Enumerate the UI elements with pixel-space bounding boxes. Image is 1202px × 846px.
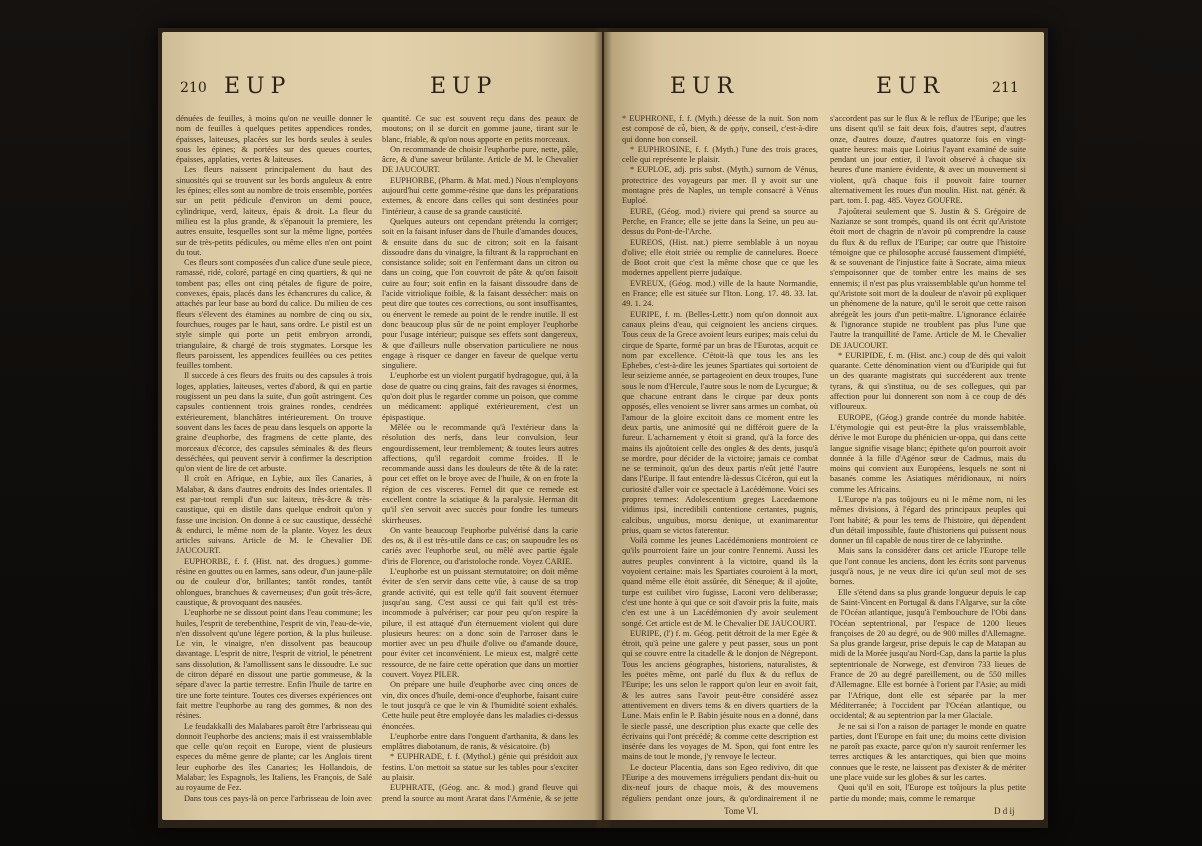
paragraph: L'euphorbe est un violent purgatif hydragogue, qui, à la dose de quatre ou cinq grains, fait des ravages si énormes, qu'on doit plus le regarder comme un poison, que comme un médicament: appliqué extérieurement, c'est un épispastique. — [382, 371, 578, 422]
paragraph: L'euphorbe entre dans l'onguent d'arthanita, & dans les emplâtres diabotanum, de ranis, & vésicatoire. (b) — [382, 731, 578, 752]
paragraph: J'ajoûterai seulement que S. Justin & S. Grégoire de Nazianze se sont trompés, quand ils ont écrit qu'Aristote étoit mort de chagrin de n'avoir pû comprendre la cause du flux & du reflux de l'Euripe; car outre que l'histoire témoigne que ce philosophe accusé faussement d'impiété, & se souvenant de l'injustice faite à Socrate, aima mieux s'empoisonner que de tomber entre les mains de ses ennemis; il n'est pas plus vraissemblable qu'un homme tel qu'Aristote soit mort de la douleur de n'avoir pû expliquer un phénomene de la nature, qu'il le seroit que cette raison abrégeât les jours d'un petit-maître. L'ignorance éclairée & l'ignorance stupide ne troublent pas plus l'une que l'autre la tranquillité de l'ame. Article de M. le Chevalier DE JAUCOURT. — [830, 206, 1026, 350]
paragraph: s'accordent pas sur le flux & le reflux de l'Euripe; que les uns disent qu'il se fait deux fois, d'autres sept, d'autres onze, d'autres douze, d'autres quatorze fois en vingt-quatre heures: mais que Loirius l'ayant examiné de suite pendant un jour entier, il l'avoit observé à chaque six heures d'une maniere évidente, & avec un mouvement si violent, qu'à chaque fois il pouvoit faire tourner alternativement les roues d'un moulin. Hist. nat. génér. & part. tom. I. pag. 485. Voyez GOUFRE. — [830, 114, 1026, 206]
open-book-spread — [158, 28, 1048, 828]
right-column-1 — [622, 114, 818, 804]
paragraph: * EUPLOE, adj. pris subst. (Myth.) surnom de Vénus, protectrice des voyageurs par mer. Il y avoit sur une montagne près de Naples, un temple consacré à Vénus Euploé. — [622, 165, 818, 206]
left-running-head — [180, 74, 580, 102]
paragraph: Je ne sai si l'on a raison de partager le monde en quatre parties, dont l'Europe en fait une; du moins cette division ne paroît pas exacte, parce qu'on n'y sauroit renfermer les terres arctiques & les antarctiques, qui bien que moins connues que le reste, ne laissent pas d'exister & de mériter une place vuide sur les globes & sur les cartes. — [830, 721, 1026, 782]
paragraph: EURIPE, f. m. (Belles-Lettr.) nom qu'on donnoit aux canaux pleins d'eau, qui ceignoient les anciens cirques. Tous ceux de la Grece avoient leurs euripes; mais celui du cirque de Sparte, formé par un bras de l'Eurotas, acquit ce nom par excellence. C'étoit-là que tous les ans les Ephebes, c'est-à-dire les jeunes Spartiates qui sortoient de leur seizieme année, se partageoient en deux troupes, l'une sous le nom d'Hercule, l'autre sous le nom de Lycurgue; & que chacune entrant dans le cirque par deux ponts opposés, elles venoient se livrer sans armes un combat, où l'amour de la gloire excitoit dans ce moment entre les deux partis, une animosité qui ne différoit guere de la fureur. L'acharnement y étoit si grand, qu'à la force des mains ils ajoûtoient celle des ongles & des dents, jusqu'à se mordre, pour décider de la victoire; jamais ce combat ne se terminoit, qu'un des deux partis n'eût jetté l'autre dans l'Euripe. Il faut entendre là-dessus Cicéron, qui eut la curiosité d'aller voir ce spectacle à Lacédémone. Voici ses propres termes: Adolescentium greges Lacedaemone vidimus ipsi, incredibili contentione certantes, pugnis, calcibus, unguibus, morsu denique, ut exanimarentur prius, quam se victos faterentur. — [622, 309, 818, 535]
volume-footer: Tome VI. — [724, 806, 759, 816]
page-number-right: 211 — [992, 80, 1019, 96]
right-page-text — [622, 114, 1026, 804]
paragraph: Dans tous ces pays-là on perce l'arbrisseau de loin avec — [184, 793, 372, 803]
running-head-right-b: EUR — [876, 74, 946, 99]
paragraph: EUPHORBE, f. f. (Hist. nat. des drogues.) gomme-résine en gouttes ou en larmes, sans odeur, d'un jaune-pâle ou de couleur d'or, brillantes; tantôt rondes, tantôt oblongues, branchues & caverneuses; d'un goût très-âcre, caustique, & provoquant des nausées. — [176, 556, 372, 607]
paragraph: Voilà comme les jeunes Lacédémoniens montroient ce qu'ils pourroient faire un jour contre l'ennemi. Aussi les autres peuples convinrent à la victoire, quand ils la voyoient certaine: mais les Spartiates couroient à la mort, quand même elle étoit assûrée, dit Séneque; & il ajoûte, turpe est cuilibet viro fugisse, Laconi vero deliberasse; c'est une honte à qui que ce soit d'avoir pris la fuite, mais c'en est une à un Lacédémonien d'y avoir seulement songé. Cet article est de M. le Chevalier DE JAUCOURT. — [622, 536, 818, 628]
right-running-head — [630, 74, 1030, 102]
paragraph: Le docteur Placentia, dans son Egeo redivivo, dit que l'Euripe a des mouvemens irréguliers pendant dix-huit ou dix-neuf jours de chaque mois, & des mouvemens réguliers pendant onze jours, & qu'ordinairement il ne — [622, 762, 818, 803]
left-page — [162, 32, 602, 820]
paragraph: On vante beaucoup l'euphorbe pulvérisé dans la carie des os, & il est très-utile dans ce cas; on saupoudre les os cariés avec l'euphorbe seul, ou mêlé avec partie égale d'iris de Florence, ou d'aristoloche ronde. Voyez CARIE. — [382, 525, 578, 566]
paragraph: Ces fleurs sont composées d'un calice d'une seule piece, ramassé, ridé, coloré, partagé en cinq quartiers, & qui ne tombent pas; elles ont cinq pétales de figure de poire, convexes, épais, placés dans les échancrures du calice, & attachés par leur base au bord du calice. Du milieu de ces fleurs s'élevent des étamines au nombre de cinq ou six, fourchues, rouges par le haut, sans ordre. Le pistil est un style simple qui porte un petit embryon arrondi, triangulaire, & chargé de trois stygmates. Lorsque les fleurs paroissent, les appendices feuillées ou ces petites feuilles tombent. — [176, 258, 372, 371]
paragraph: dénuées de feuilles, à moins qu'on ne veuille donner le nom de feuilles à quelques petites appendices rondes, épaisses, laiteuses, placées sur les bords seules à seules sous les épines; & portées sur des queues courtes, épaisses, applaties, vertes & laiteuses. — [176, 114, 372, 165]
paragraph: EUPHORBE, (Pharm. & Mat. med.) Nous n'employons aujourd'hui cette gomme-résine que dans les préparations externes, & encore dans celles qui sont destinées pour l'intérieur, à cause de sa grande causticité. — [382, 175, 578, 216]
paragraph: Le feudakkalli des Malabares paroît être l'arbrisseau qui donnoit l'euphorbe des anciens; mais il est vraissemblable que celle qu'on reçoit en Europe, vient de plusieurs especes du même genre de plante; car les Anglois tirent leur euphorbe des îles Canaries; les Hollandois, de Malabar; les Espagnols, les Italiens, les François, de Salé au royaume de Fez. — [176, 721, 372, 793]
right-column-2 — [830, 114, 1026, 804]
left-page-text — [176, 114, 580, 804]
left-column-1 — [176, 114, 372, 804]
signature-mark: D d ij — [994, 806, 1015, 816]
paragraph: L'euphorbe est un puissant sternutatoire; on doit même éviter de s'en servir dans cette vûe, à cause de sa trop grande activité, qui est telle qu'il fait souvent éternuer jusqu'au sang. C'est aussi ce qui fait qu'il est très-incommode à pulvériser; car pour peu qu'on respire la pilure, il est attaqué d'un éternuement violent qui dure plusieurs heures: on a donc soin de l'arroser dans le mortier avec un peu d'huile d'olive ou d'amande douce, pour éviter cet inconvénient. Le mieux est, malgré cette ressource, de ne faire cette opération que dans un mortier couvert. Voyez PILER. — [382, 567, 578, 680]
paragraph: Quelques auteurs ont cependant prétendu la corriger; soit en la faisant infuser dans de l'huile d'amandes douces, & ensuite dans du suc de citron; soit en la faisant dissoudre dans du vinaigre, la filtrant & la rapprochant en consistance solide; soit en l'enfermant dans un citron ou dans un coing, que l'on couvroit de pâte & qu'on faisoit cuire au four; soit enfin en la faisant dissoudre dans de l'acide vitriolique foible, & la faisant dessécher: mais on peut dire que toutes ces corrections, ou sont insuffisantes, ou énervent le remede au point de le rendre inutile. Il est donc beaucoup plus sûr de ne point employer l'euphorbe pour l'usage intérieur; puisque ses effets sont dangereux, & que d'ailleurs nulle observation particuliere ne nous engage à risquer ce danger en faveur de quelque vertu singuliere. — [382, 216, 578, 371]
paragraph: * EUPHRONE, f. f. (Myth.) déesse de la nuit. Son nom est composé de εὖ, bien, & de φρὴν, conseil, c'est-à-dire qui donne bon conseil. — [622, 114, 818, 144]
paragraph: Quoi qu'il en soit, l'Europe est toûjours la plus petite partie du monde; mais, comme le remarque — [830, 783, 1026, 803]
paragraph: On recommande de choisir l'euphorbe pure, nette, pâle, âcre, & d'une saveur brûlante. Article de M. le Chevalier DE JAUCOURT. — [382, 144, 578, 175]
paragraph: Mais sans la considérer dans cet article l'Europe telle que l'ont connue les anciens, dont les écrits sont parvenus jusqu'à nous, je ne veux dire ici qu'un seul mot de ses bornes. — [830, 546, 1026, 587]
paragraph: * EUPHROSINE, f. f. (Myth.) l'une des trois graces, celle qui représente le plaisir. — [622, 144, 818, 165]
left-column-2 — [382, 114, 578, 804]
paragraph: EUREOS, (Hist. nat.) pierre semblable à un noyau d'olive; elle étoit striée ou remplie de cannelures. Boece de Boot croit que c'est la même chose que ce que les modernes appellent pierre judaïque. — [622, 237, 818, 278]
paragraph: * EURIPIDE, f. m. (Hist. anc.) coup de dés qui valoit quarante. Cette dénomination vient ou d'Euripide qui fut un des quarante magistrats qui succéderent aux trente tyrans, & qui s'institua, ou de ses collegues, qui par affection pour lui donnerent son nom à ce coup de dés vifloureux. — [830, 350, 1026, 412]
paragraph: On prépare une huile d'euphorbe avec cinq onces de vin, dix onces d'huile, demi-once d'euphorbe, faisant cuire le tout jusqu'à ce que le vin & l'humidité soient exhalés. Cette huile peut être employée dans les maladies ci-dessus énoncées. — [382, 680, 578, 731]
book-gutter — [594, 28, 612, 828]
running-head-left-a: EUP — [224, 74, 292, 99]
page-number-left: 210 — [180, 80, 207, 96]
paragraph: Elle s'étend dans sa plus grande longueur depuis le cap de Saint-Vincent en Portugal & dans l'Algarve, sur la côte de l'Océan atlantique, jusqu'à l'embouchure de l'Obi dans l'Océan septentrional, par l'espace de 1200 lieues françoises de 20 au degré, ou de 900 milles d'Allemagne. Sa plus grande largeur, prise depuis le cap de Matapan au midi de la Morée jusqu'au Nord-Cap, dans la partie la plus septentrionale de Norwege, est d'environ 733 lieues de France de 20 au degré pareillement, ou de 550 milles d'Allemagne. Elle est bornée à l'orient par l'Asie; au midi par l'Afrique, dont elle est séparée par la mer Méditerranée; à l'occident par l'Océan atlantique, ou occidental; & au septentrion par la mer Glaciale. — [830, 587, 1026, 721]
paragraph: quantité. Ce suc est souvent reçu dans des peaux de moutons; on il se durcit en gomme jaune, tirant sur le blanc, friable, & qu'on nous apporte en petits morceaux. — [382, 114, 578, 144]
paragraph: EVREUX, (Géog. mod.) ville de la haute Normandie, en France; elle est située sur l'Iton. Long. 17. 48. 33. lat. 49. 1. 24. — [622, 278, 818, 309]
paragraph: Mêlée ou le recommande qu'à l'extérieur dans la résolution des nerfs, dans leur convulsion, leur engourdissement, leur tremblement; & toutes leurs autres affections, qu'il regardoit comme froides. Il le recommande aussi dans les douleurs de tête & de la rate: pour cet effet on le broye avec de l'huile, & on en frote la région de ces visceres. Fernel dit que ce remede est excellent contre la sciatique & la paralysie. Herman dit qu'il s'en servoit avec succès pour fondre les tumeurs skirrheuses. — [382, 422, 578, 525]
paragraph: Les fleurs naissent principalement du haut des sinuosités qui se trouvent sur les bords anguleux & entre les épines; elles sont au nombre de trois ensemble, portées sur un petit pédicule d'environ un demi pouce, cylindrique, verd, laiteux, épais & droit. La fleur du milieu est la plus grande, & s'épanouit la premiere, les autres ensuite, lesquelles sont sur la même ligne, portées sur de très-petits pédicules, ou même elles n'en ont point du tout. — [176, 165, 372, 257]
paragraph: Il croît en Afrique, en Lybie, aux îles Canaries, à Malabar, & dans d'autres endroits des Indes orientales. Il est par-tout rempli d'un suc laiteux, très-âcre & très-caustique, qui en distile dans quelque endroit qu'on y fasse une incision. On donne à ce suc caustique, desséché & endurci, le même nom de la plante. Voyez les deux articles suivans. Article de M. le Chevalier DE JAUCOURT. — [176, 474, 372, 556]
paragraph: Il succede à ces fleurs des fruits ou des capsules à trois loges, applaties, laiteuses, vertes d'abord, & qui en partie rougissent un peu dans la suite, d'un goût astringent. Ces capsules contiennent trois graines rondes, cendrées extérieurement, blanchâtres intérieurement. On trouve souvent dans les faces de peau dans lesquels on apporte la graine d'euphorbe, des fragmens de cette plante, des morceaux d'écorce, des capsules séminales & des fleurs desséchées, qui peuvent servir à confirmer la description qu'on vient de lire de cet arbuste. — [176, 371, 372, 474]
paragraph: EUPHRATE, (Géog. anc. & mod.) grand fleuve qui prend la source au mont Ararat dans l'Arménie, & se jette — [382, 783, 578, 803]
paragraph: L'euphorbe ne se dissout point dans l'eau commune; les huiles, l'esprit de terebenthine, l'esprit de vin, l'eau-de-vie, n'en dissolvent qu'une légere portion, & la plus huileuse. Le vin, le vinaigre, n'en dissolvent pas beaucoup davantage. L'esprit de nitre, l'esprit de vitriol, le pénetrent sans dissolution, & l'amollissent sans le dissoudre. Le suc de citron déparé en dissout une partie gommeuse, & la sépare d'avec la partie terrestre. Enfin l'huile de tartre en tire une forte teinture. Toutes ces diverses expériences ont fait mettre l'euphorbe au rang des gommes, & non des résines. — [176, 608, 372, 721]
paragraph: EURE, (Géog. mod.) riviere qui prend sa source au Perche, en France; elle se jette dans la Seine, un peu au-dessus du Pont-de-l'Arche. — [622, 206, 818, 237]
paragraph: L'Europe n'a pas toûjours eu ni le même nom, ni les mêmes divisions, à l'égard des principaux peuples qui l'ont habité; & pour les tems de l'histoire, qui dépendent d'un détail impossible, faute d'historiens qui puissent nous donner un fil capable de nous tirer de ce labyrinthe. — [830, 494, 1026, 546]
running-head-left-b: EUP — [430, 74, 498, 99]
paragraph: * EUPHRADE, f. f. (Mythol.) génie qui présidoit aux festins. L'on mettoit sa statue sur les tables pour s'exciter au plaisir. — [382, 752, 578, 782]
paragraph: EUROPE, (Géog.) grande contrée du monde habitée. L'étymologie qui est peut-être la plus vraissemblable, dérive le mot Europe du phénicien ur-oppa, qui dans cette langue signifie visage blanc; épithete qu'on pourroit avoir donnée à la fille d'Agénor sœur de Cadmus, mais du moins qui convient aux Européens, lesquels ne sont ni basanés comme les Asiatiques méridionaux, ni noirs comme les Africains. — [830, 412, 1026, 494]
running-head-right-a: EUR — [670, 74, 740, 99]
paragraph: EURIPE, (l') f. m. Géog. petit détroit de la mer Egée & étroit, qu'à peine une galere y peut passer, sous un pont qui se couvre entre la citadelle & le donjon de Négrepont. Tous les anciens géographes, historiens, naturalistes, & les poëtes même, ont parlé du flux & du reflux de l'Euripe; les uns selon le rapport qu'on leur en avoit fait, & les autres sans l'avoir peut-être considéré assez attentivement en divers tems & en divers quartiers de la Lune. Mais enfin le P. Babin jésuite nous en a donné, dans le siecle passé, une description plus exacte que celle des écrivains qui l'ont précédé; & comme cette description est insérée dans les voyages de M. Spon, qui font entre les mains de tout le monde, j'y renvoye le lecteur. — [622, 628, 818, 762]
right-page — [604, 32, 1044, 820]
